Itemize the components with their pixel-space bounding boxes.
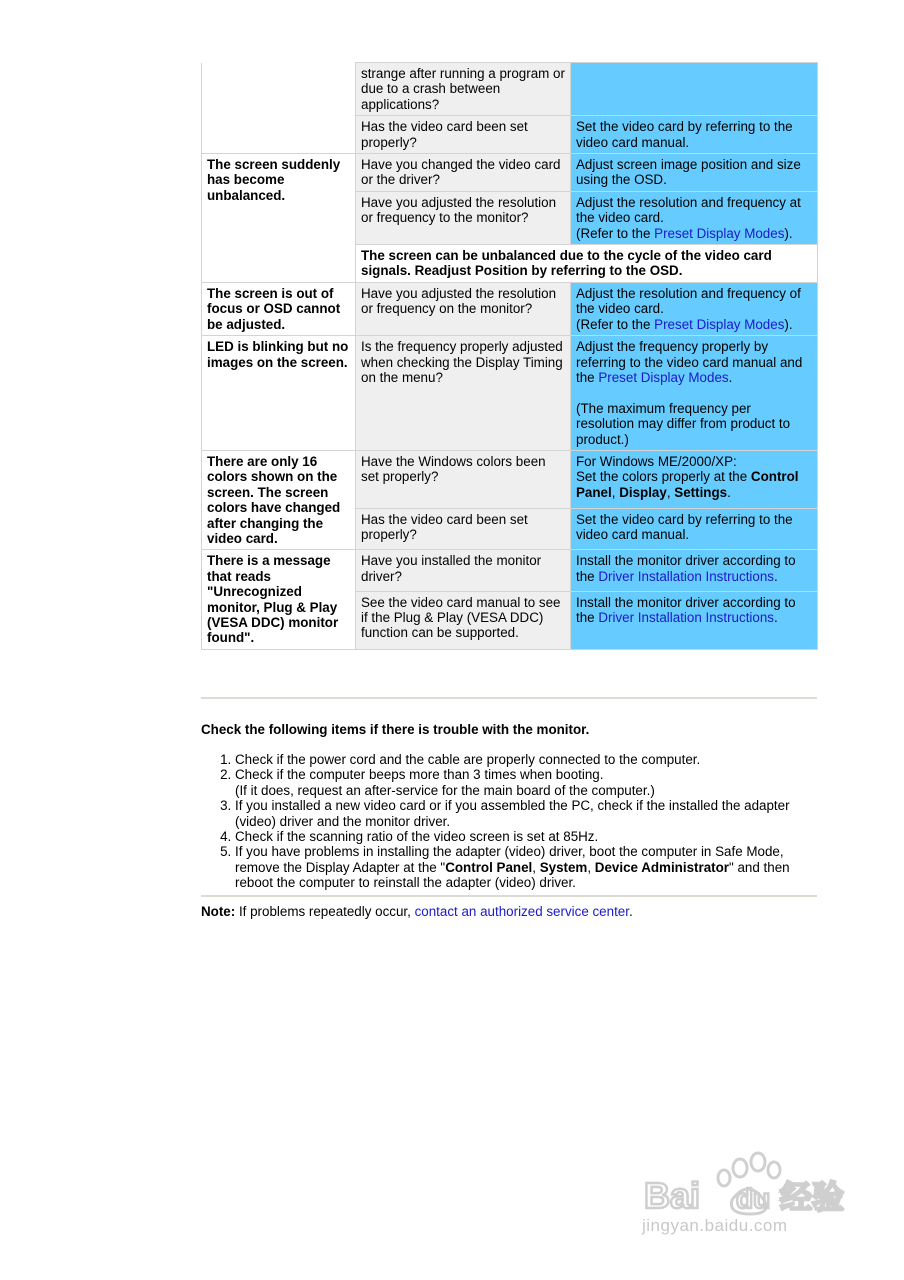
note-cell: The screen can be unbalanced due to the cycle of the video card signals. Readjust Position by referring to the OSD. — [356, 245, 818, 283]
solution-cell — [571, 282, 818, 335]
solution-line2: Set the colors properly at the — [576, 469, 751, 485]
list-item-text: If you have problems in installing the adapter (video) driver, boot the computer in Safe Mode, remove the Display Adapter at the " — [235, 844, 784, 875]
note-line — [201, 904, 633, 919]
problem-cell: LED is blinking but no images on the screen. — [202, 336, 356, 451]
table-row — [202, 450, 818, 508]
solution-cell — [571, 63, 818, 116]
note-label: Note: — [201, 904, 236, 919]
solution-ref-pre: (Refer to the — [576, 316, 655, 332]
solution-cell — [571, 550, 818, 591]
table-row — [202, 154, 818, 192]
check-section-title: Check the following items if there is trouble with the monitor. — [201, 722, 590, 737]
list-item — [235, 844, 817, 890]
check-cell: Have the Windows colors been set properly? — [356, 450, 571, 508]
check-cell: See the video card manual to see if the Plug & Play (VESA DDC) function can be supported. — [356, 591, 571, 649]
list-item: 4. Check if the scanning ratio of the video screen is set at 85Hz. — [235, 829, 817, 844]
preset-display-modes-link[interactable]: Preset Display Modes — [654, 225, 785, 241]
divider — [201, 895, 817, 897]
solution-cell — [571, 336, 818, 451]
note-end: . — [628, 904, 633, 919]
problem-cell: There is a message that reads "Unrecognized monitor, Plug & Play (VESA DDC) monitor found". — [202, 550, 356, 649]
display-label: Display — [619, 484, 667, 500]
solution-ref-pre: (Refer to the — [576, 225, 655, 241]
check-list — [201, 752, 817, 891]
check-cell: Have you installed the monitor driver? — [356, 550, 571, 591]
settings-label: Settings — [674, 484, 728, 500]
list-item — [235, 767, 817, 798]
period: . — [727, 484, 731, 500]
watermark-logo-text: Bai — [644, 1175, 701, 1216]
solution-cell: Set the video card by referring to the video card manual. — [571, 116, 818, 154]
preset-display-modes-link[interactable]: Preset Display Modes — [598, 369, 729, 385]
solution-text: Adjust the resolution and frequency at the video card. — [576, 194, 801, 226]
problem-cell: There are only 16 colors shown on the screen. The screen colors have changed after changing the video card. — [202, 450, 356, 549]
check-cell: Is the frequency properly adjusted when checking the Display Timing on the menu? — [356, 336, 571, 451]
service-center-link[interactable]: contact an authorized service center — [414, 904, 629, 919]
svg-text:经验: 经验 — [780, 1178, 845, 1216]
system-label: System — [539, 859, 588, 875]
device-administrator-label: Device Administrator — [594, 859, 729, 875]
solution-text: Install the monitor driver according to the — [576, 594, 796, 626]
problem-cell: The screen is out of focus or OSD cannot be adjusted. — [202, 282, 356, 335]
solution-cell — [571, 450, 818, 508]
problem-cell — [202, 63, 356, 154]
solution-post: . — [773, 610, 778, 626]
separator: , — [611, 484, 620, 500]
table-row — [202, 282, 818, 335]
driver-installation-link[interactable]: Driver Installation Instructions — [598, 610, 774, 626]
control-panel-label: Control Panel — [576, 469, 799, 500]
solution-ref-post: ). — [784, 316, 793, 332]
check-cell: Have you adjusted the resolution or frequency on the monitor? — [356, 282, 571, 335]
list-item: 1. Check if the power cord and the cable are properly connected to the computer. — [235, 752, 817, 767]
list-item-text: Check if the computer beeps more than 3 times when booting. — [235, 767, 604, 783]
check-cell: Have you changed the video card or the driver? — [356, 154, 571, 192]
list-item-text: " and then reboot the computer to reinstall the adapter (video) driver. — [235, 859, 790, 891]
baidu-jingyan-watermark — [640, 1142, 860, 1252]
troubleshooting-table — [201, 62, 818, 650]
solution-extra: (The maximum frequency per resolution may differ from product to product.) — [576, 400, 791, 447]
solution-cell — [571, 191, 818, 244]
check-cell: Has the video card been set properly? — [356, 509, 571, 550]
table-row — [202, 336, 818, 451]
separator: , — [666, 484, 675, 500]
table-row — [202, 550, 818, 591]
problem-cell: The screen suddenly has become unbalanced. — [202, 154, 356, 283]
solution-line1: For Windows ME/2000/XP: — [576, 453, 737, 469]
solution-post: . — [728, 369, 733, 385]
solution-text: Adjust the frequency properly by referring to the video card manual and the — [576, 339, 803, 385]
control-panel-label: Control Panel — [445, 859, 533, 875]
separator: , — [587, 859, 595, 875]
separator: , — [532, 859, 540, 875]
solution-text: Adjust the resolution and frequency of the video card. — [576, 285, 801, 317]
check-cell: Has the video card been set properly? — [356, 116, 571, 154]
preset-display-modes-link[interactable]: Preset Display Modes — [654, 316, 785, 332]
list-item-subtext: (If it does, request an after-service for the main board of the computer.) — [235, 782, 655, 798]
solution-post: . — [773, 568, 778, 584]
list-item: 3. If you installed a new video card or if you assembled the PC, check if the installed the adapter (video) driver and the monitor driver. — [235, 798, 817, 829]
solution-cell: Adjust screen image position and size using the OSD. — [571, 154, 818, 192]
check-cell: strange after running a program or due to a crash between applications? — [356, 63, 571, 116]
watermark-url: jingyan.baidu.com — [642, 1216, 788, 1235]
solution-cell — [571, 591, 818, 649]
check-cell: Have you adjusted the resolution or frequency to the monitor? — [356, 191, 571, 244]
note-text: If problems repeatedly occur, — [235, 904, 415, 919]
table-row — [202, 63, 818, 116]
solution-ref-post: ). — [784, 225, 793, 241]
divider — [201, 697, 817, 699]
driver-installation-link[interactable]: Driver Installation Instructions — [598, 568, 774, 584]
solution-cell: Set the video card by referring to the video card manual. — [571, 509, 818, 550]
svg-text:du: du — [736, 1183, 771, 1214]
solution-text: Install the monitor driver according to the — [576, 553, 796, 584]
